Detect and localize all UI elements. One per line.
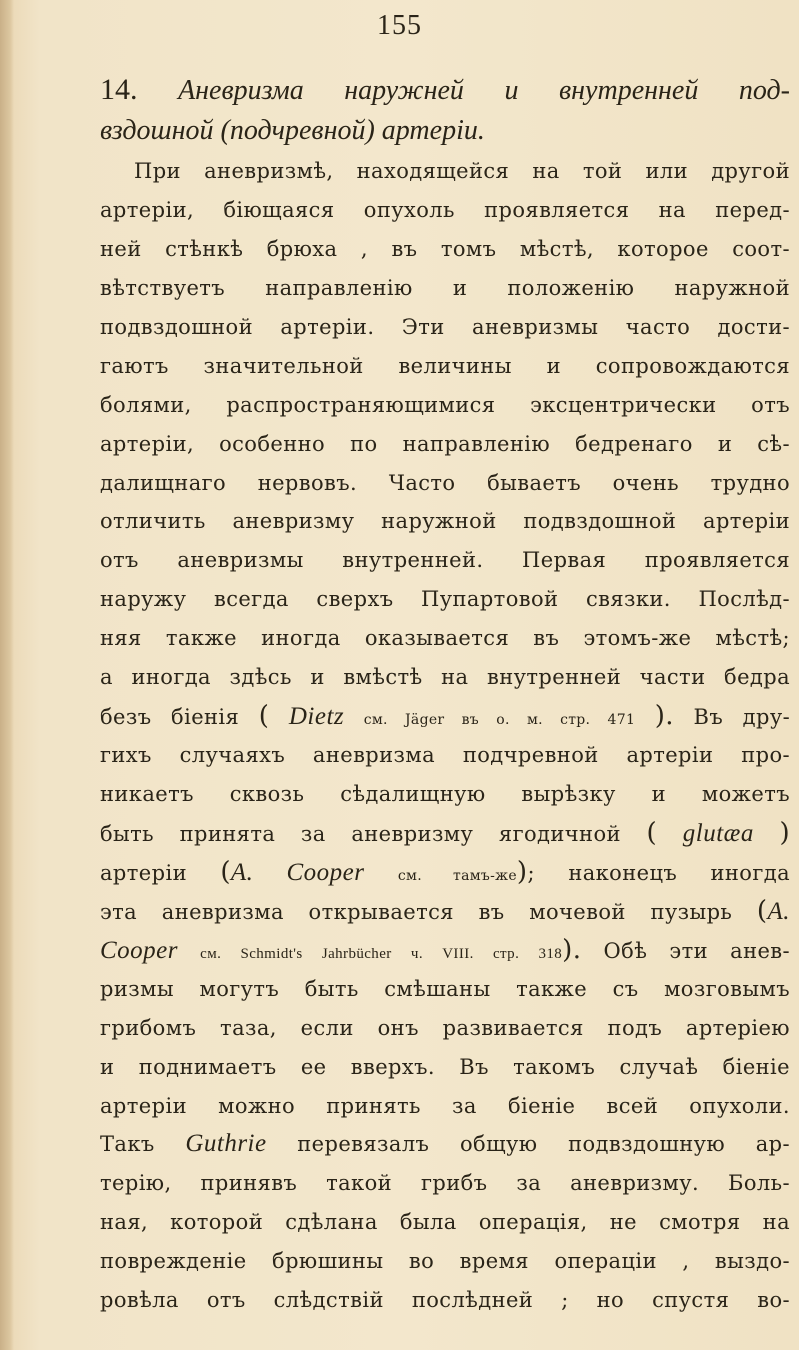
text-line: ризмы могутъ быть смѣшаны также съ мозговымъ [100,976,790,1001]
text-line: ней стѣнкѣ брюха , въ томъ мѣстѣ, которое соот- [100,236,790,261]
author-name: A. Cooper [230,858,365,886]
text-line: артеріи (A. Cooper см. тамъ-же); наконецъ иногда [100,856,790,887]
text-line: болями, распространяющимися эксцентрически отъ [100,392,790,417]
heading-line-1 [100,70,790,111]
text-line: отъ аневризмы внутренней. Первая проявляется [100,548,790,573]
text-line: быть принята за аневризму ягодичной ( glutæa ) [100,817,791,848]
body-text [100,152,790,1320]
text-segment: эта аневризма открывается въ мочевой пузырь [100,899,733,924]
text-segment: перевязалъ общую подвздошную ар- [297,1132,791,1157]
text-segment: артеріи [100,860,187,885]
text-line: и поднимаетъ ее вверхъ. Въ такомъ случаѣ біеніе [100,1054,790,1079]
latin-term: glutæa [682,819,754,847]
text-line: а иногда здѣсь и вмѣстѣ на внутренней части бедра [100,665,790,690]
text-segment: Обѣ эти анев- [603,938,791,963]
section-heading [100,70,790,151]
text-line: гихъ случаяхъ аневризма подчревной артеріи про- [100,743,790,768]
text-line: ровѣла отъ слѣдствій послѣдней ; но спустя во- [100,1288,790,1313]
heading-title-1: Аневризма наружней и внутренней под- [178,75,790,106]
author-name: A. [767,897,790,925]
author-name: Guthrie [185,1130,267,1158]
author-name: Dietz [288,703,345,731]
text-segment: Такъ [100,1132,155,1157]
text-line: терію, принявъ такой грибъ за аневризму. Боль- [100,1171,790,1196]
text-line: грибомъ таза, если онъ развивается подъ артеріею [100,1015,790,1040]
text-segment: Въ дру- [693,705,791,730]
text-line: поврежденіе брюшины во время операціи , выздо- [100,1249,790,1274]
citation: см. тамъ-же [397,867,517,884]
text-line: няя также иногда оказывается въ этомъ-же мѣстѣ; [100,626,790,651]
heading-line-2: вздошной (подчревной) артеріи. [100,115,485,146]
page-binding-edge [0,0,14,1350]
text-line: ная, которой сдѣлана была операція, не смотря на [100,1210,790,1235]
text-line: вѣтствуетъ направленію и положенію наружной [100,275,790,300]
text-line: артеріи можно принять за біеніе всей опухоли. [100,1093,790,1118]
text-segment: ; наконецъ иногда [527,860,790,885]
text-line: подвздошной артеріи. Эти аневризмы часто дости- [100,314,790,339]
text-line: Cooper см. Schmidt's Jahrbücher ч. VIII. стр. 318). Обѣ эти анев- [100,934,791,965]
text-line: При аневризмѣ, находящейся на той или другой [134,159,790,183]
text-line: артеріи, особенно по направленію бедренаго и сѣ- [100,431,790,456]
citation: см. Schmidt's Jahrbücher ч. VIII. стр. 318 [200,945,563,962]
author-name: Cooper [100,936,178,964]
text-line: эта аневризма открывается въ мочевой пузырь (A. [100,895,790,926]
text-line: артеріи, біющаяся опухоль проявляется на перед- [100,197,790,222]
text-line [100,1125,790,1164]
citation: см. Jäger въ о. м. стр. 471 [363,712,636,729]
text-line: далищнаго нервовъ. Часто бываетъ очень трудно [100,470,790,495]
page-number: 155 [377,10,422,41]
text-line: отличить аневризму наружной подвздошной артеріи [100,509,790,534]
heading-number: 14. [100,73,138,106]
text-segment: быть принята за аневризму ягодичной [100,821,621,846]
text-line: никаетъ сквозь сѣдалищную вырѣзку и можетъ [100,782,790,806]
text-segment: безъ біенія [100,705,240,730]
text-line: наружу всегда сверхъ Пупартовой связки. Послѣд- [100,587,790,612]
text-line: гаютъ значительной величины и сопровождаются [100,353,790,378]
text-line: безъ біенія ( Dietz см. Jäger въ о. м. стр. 471 ). Въ дру- [100,701,791,732]
